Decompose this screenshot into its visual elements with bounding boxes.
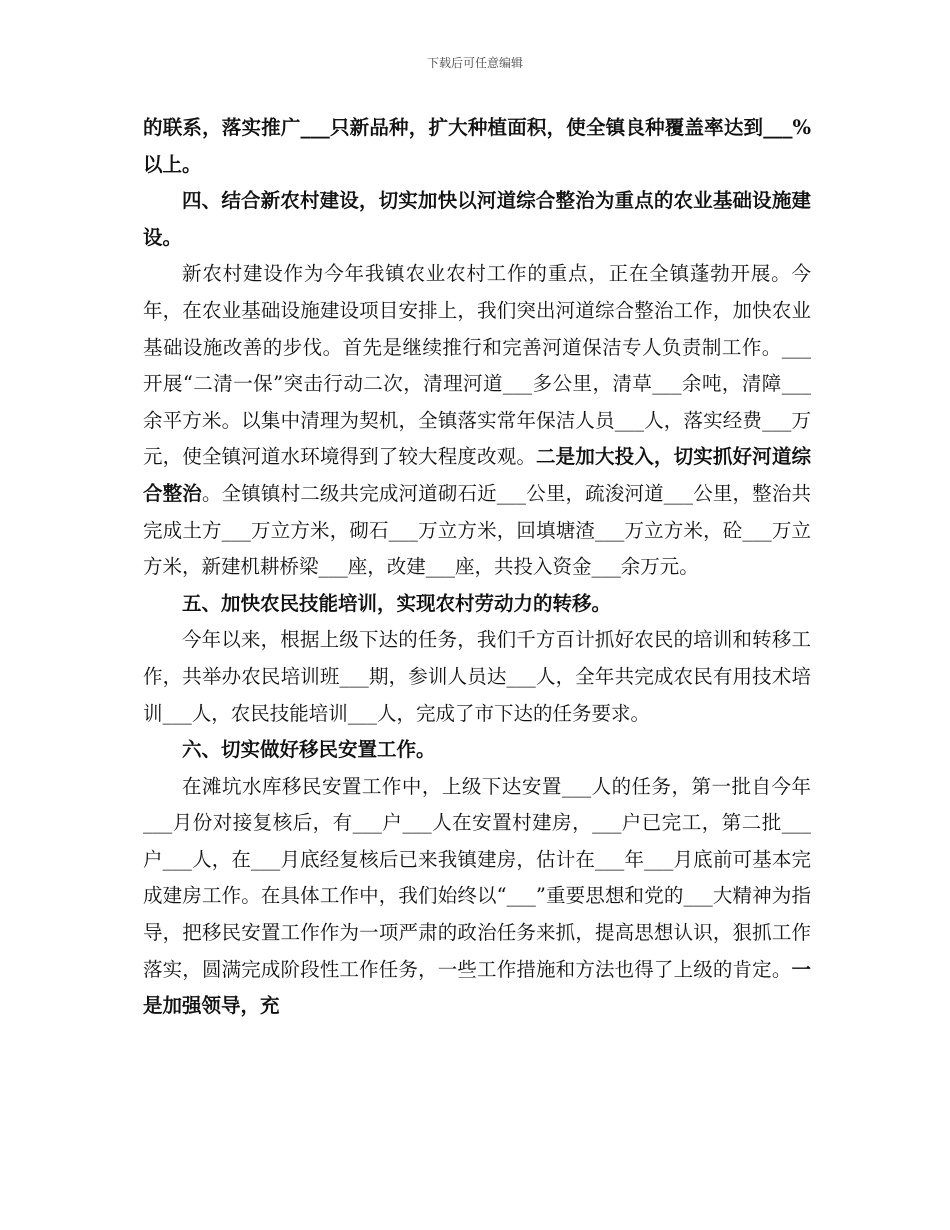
page-header: 下载后可任意编辑 [426, 56, 523, 70]
paragraph-continuation: 的联系，落实推广___只新品种，扩大种植面积，使全镇良种覆盖率达到___%以上。 [143, 116, 811, 176]
paragraph-text: 新农村建设作为今年我镇农业农村工作的重点，正在全镇蓬勃开展。今年，在农业基础设施建设项目安排上，我们突出河道综合整治工作，加快农业基础设施改善的步伐。首先是继续推行和完善河道保洁专人负责制工作。___开展“二清一保”突击行动二次，清理河道___多公里，清草___余吨，清障___余平方米。以集中清理为契机，全镇落实常年保洁人员___人，落实经费___万元，使全镇河道水环境得到了较大程度改观。 [143, 262, 811, 469]
section-heading-6: 六、切实做好移民安置工作。 [182, 738, 436, 762]
paragraph-infrastructure [143, 256, 811, 585]
paragraph-text: 。全镇镇村二级共完成河道砌石近___公里，疏浚河道___公里，整治共完成土方___万立方米，砌石___万立方米，回填塘渣___万立方米，砼___万立方米，新建机耕桥梁___座，改建___座，共投入资金___余万元。 [143, 481, 811, 579]
paragraph-training: 今年以来，根据上级下达的任务，我们千方百计抓好农民的培训和转移工作，共举办农民培训班___期，参训人员达___人，全年共完成农民有用技术培训___人，农民技能培训___人，完成了市下达的任务要求。 [143, 628, 811, 725]
paragraph-resettlement [143, 769, 811, 1025]
paragraph-text: 在滩坑水库移民安置工作中，上级下达安置___人的任务，第一批自今年___月份对接复核后，有___户___人在安置村建房，___户已完工，第二批___户___人，在___月底经复核后已来我镇建房，估计在___年___月底前可基本完成建房工作。在具体工作中，我们始终以“___”重要思想和党的___大精神为指导，把移民安置工作作为一项严肃的政治任务来抓，提高思想认识，狠抓工作落实，圆满完成阶段性工作任务，一些工作措施和方法也得了上级的肯定。 [143, 774, 811, 981]
emphasis-text: 一是加强领导，充 [143, 957, 811, 1018]
document-body [143, 110, 811, 1025]
emphasis-text: 二是加大投入，切实抓好河道综合整治 [143, 445, 811, 505]
section-heading-4: 四、结合新农村建设，切实加快以河道综合整治为重点的农业基础设施建设。 [143, 189, 811, 249]
section-heading-5: 五、加快农民技能培训，实现农村劳动力的转移。 [182, 591, 612, 615]
